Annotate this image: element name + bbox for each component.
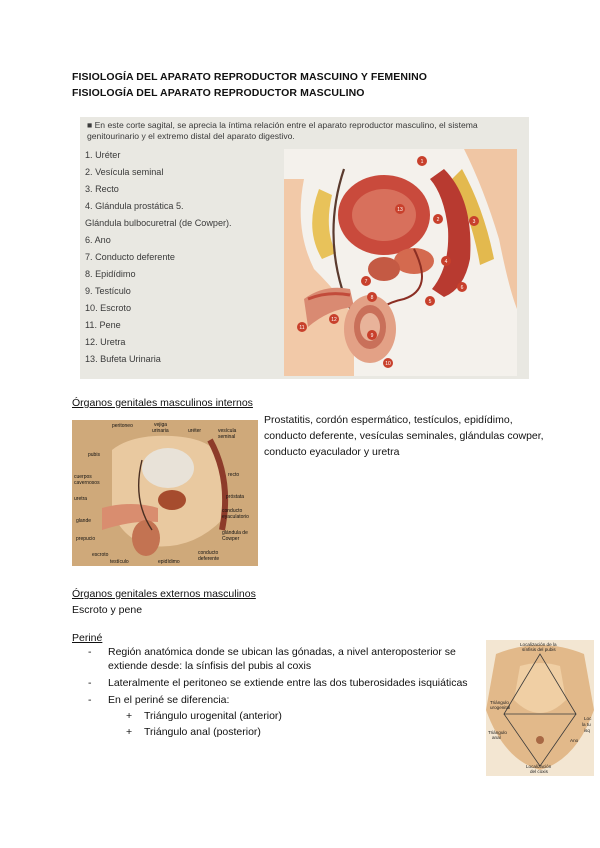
diagram-number-7: 7 bbox=[364, 279, 368, 285]
label-testiculo: testículo bbox=[110, 559, 129, 565]
label-cuerpos: cuerpos bbox=[74, 474, 92, 480]
label-vesicula: vesícula bbox=[218, 428, 237, 434]
bullet-mark: - bbox=[88, 694, 92, 706]
perine-label-top-1: Localización de la bbox=[520, 642, 557, 647]
diagram-number-11: 11 bbox=[299, 325, 305, 331]
organ-list-item: Glándula bulbocuretral (de Cowper). bbox=[85, 218, 232, 228]
diagram-number-6: 6 bbox=[460, 285, 464, 291]
label-glande: glande bbox=[76, 518, 92, 524]
document-title: FISIOLOGÍA DEL APARATO REPRODUCTOR MASCUINO Y FEMENINO bbox=[72, 71, 428, 83]
internal-organs-heading: Órganos genitales masculinos internos bbox=[72, 397, 253, 409]
sagittal-section-panel bbox=[80, 117, 529, 379]
organ-list-item: 7. Conducto deferente bbox=[85, 252, 175, 262]
list-item: - Región anatómica donde se ubican las gónadas, a nivel anteroposterior se extiende desde: la sínfisis del pubis al coxis bbox=[88, 646, 456, 672]
label-urinaria: urinaria bbox=[152, 428, 169, 434]
organ-list-item: 8. Epidídimo bbox=[85, 269, 136, 279]
diagram-number-5: 5 bbox=[428, 299, 432, 305]
diagram-number-9: 9 bbox=[370, 333, 374, 339]
label-epididimo: epidídimo bbox=[158, 559, 180, 565]
perine-illustration bbox=[486, 640, 594, 776]
organ-list-item: 2. Vesícula seminal bbox=[85, 167, 164, 177]
label-vejiga: vejiga bbox=[154, 422, 168, 428]
sub-bullet-mark: + bbox=[126, 726, 133, 738]
sub-list-item: + Triángulo urogenital (anterior) bbox=[126, 710, 282, 722]
external-organs-heading: Órganos genitales externos masculinos bbox=[72, 588, 256, 600]
bullet-mark: - bbox=[88, 646, 92, 658]
external-organs-text: Escroto y pene bbox=[72, 604, 143, 616]
label-escroto: escroto bbox=[92, 552, 109, 558]
sub-list-item: + Triángulo anal (posterior) bbox=[126, 726, 261, 738]
organ-list-item: 13. Bufeta Urinaria bbox=[85, 354, 161, 364]
label-recto: recto bbox=[228, 472, 240, 478]
bullet-mark: - bbox=[88, 677, 92, 689]
label-ureter: uréter bbox=[188, 428, 202, 434]
sagittal-anatomy-illustration bbox=[284, 149, 517, 376]
perine-label-right-1: Loc bbox=[584, 716, 592, 721]
list-item: - Lateralmente el peritoneo se extiende entre las dos tuberosidades isquiáticas bbox=[88, 677, 468, 689]
perine-label-right-3: isq bbox=[584, 728, 590, 733]
perine-label-bottom-1: Localización bbox=[526, 764, 552, 769]
list-item: - En el periné se diferencia: bbox=[88, 694, 230, 706]
sub-bullet-mark: + bbox=[126, 710, 133, 722]
perine-label-left-3: Triángulo bbox=[488, 730, 507, 735]
organ-list-item: 11. Pene bbox=[85, 320, 121, 330]
internal-organs-illustration bbox=[72, 420, 258, 566]
panel-intro-text: ■ En este corte sagital, se aprecia la íntima relación entre el aparato reproductor masculino, el sistema genitourinario y el extremo distal del aparato digestivo. bbox=[87, 120, 478, 141]
label-pubis: pubis bbox=[88, 452, 100, 458]
label-deferente: deferente bbox=[198, 556, 220, 562]
diagram-number-10: 10 bbox=[385, 361, 391, 367]
label-prostata: próstata bbox=[226, 494, 245, 500]
organ-list-item: 3. Recto bbox=[85, 184, 119, 194]
label-peritoneo: peritoneo bbox=[112, 423, 133, 429]
diagram-number-2: 2 bbox=[436, 217, 440, 223]
perine-bullet-list bbox=[86, 645, 484, 739]
perine-label-bottom-2: del coxis bbox=[530, 769, 548, 774]
label-uretra: uretra bbox=[74, 496, 88, 502]
label-conducto: conducto bbox=[222, 508, 243, 514]
perine-label-left-2: urogenital bbox=[490, 705, 511, 710]
perine-label-left-4: anal bbox=[492, 735, 501, 740]
label-seminal: seminal bbox=[218, 434, 236, 440]
internal-organs-text: Prostatitis, cordón espermático, testículos, epidídimo, conducto deferente, vesículas seminales, glándulas cowper, conducto eyaculador y uretra bbox=[264, 414, 544, 458]
diagram-number-3: 3 bbox=[472, 219, 476, 225]
organ-list-item: 6. Ano bbox=[85, 235, 111, 245]
label-cowper: Cowper bbox=[222, 536, 240, 542]
perine-label-left-1: Triángulo bbox=[490, 700, 509, 705]
diagram-number-8: 8 bbox=[370, 295, 374, 301]
label-conducto-deferente-1: conducto bbox=[198, 550, 219, 556]
organ-list-item: 4. Glándula prostática 5. bbox=[85, 201, 184, 211]
perine-label-right-2: la tu bbox=[582, 722, 591, 727]
perine-heading: Periné bbox=[72, 632, 103, 644]
document-subtitle: FISIOLOGÍA DEL APARATO REPRODUCTOR MASCULINO bbox=[72, 87, 365, 99]
diagram-number-13: 13 bbox=[397, 207, 403, 213]
organ-list-item: 9. Testículo bbox=[85, 286, 131, 296]
label-glandula: glándula de bbox=[222, 530, 248, 536]
diagram-number-4: 4 bbox=[444, 259, 448, 265]
perine-label-ano: Ano bbox=[570, 738, 579, 743]
diagram-number-1: 1 bbox=[420, 159, 424, 165]
organ-list-item: 1. Uréter bbox=[85, 150, 121, 160]
organ-list-item: 10. Escroto bbox=[85, 303, 131, 313]
label-eyaculatorio: eyaculatorio bbox=[222, 514, 249, 520]
diagram-number-12: 12 bbox=[331, 317, 337, 323]
label-prepucio: prepucio bbox=[76, 536, 96, 542]
label-cavernosos: cavernosos bbox=[74, 480, 100, 486]
perine-label-top-2: sínfisis del pubis bbox=[522, 647, 556, 652]
organ-list bbox=[85, 147, 232, 368]
organ-list-item: 12. Uretra bbox=[85, 337, 126, 347]
